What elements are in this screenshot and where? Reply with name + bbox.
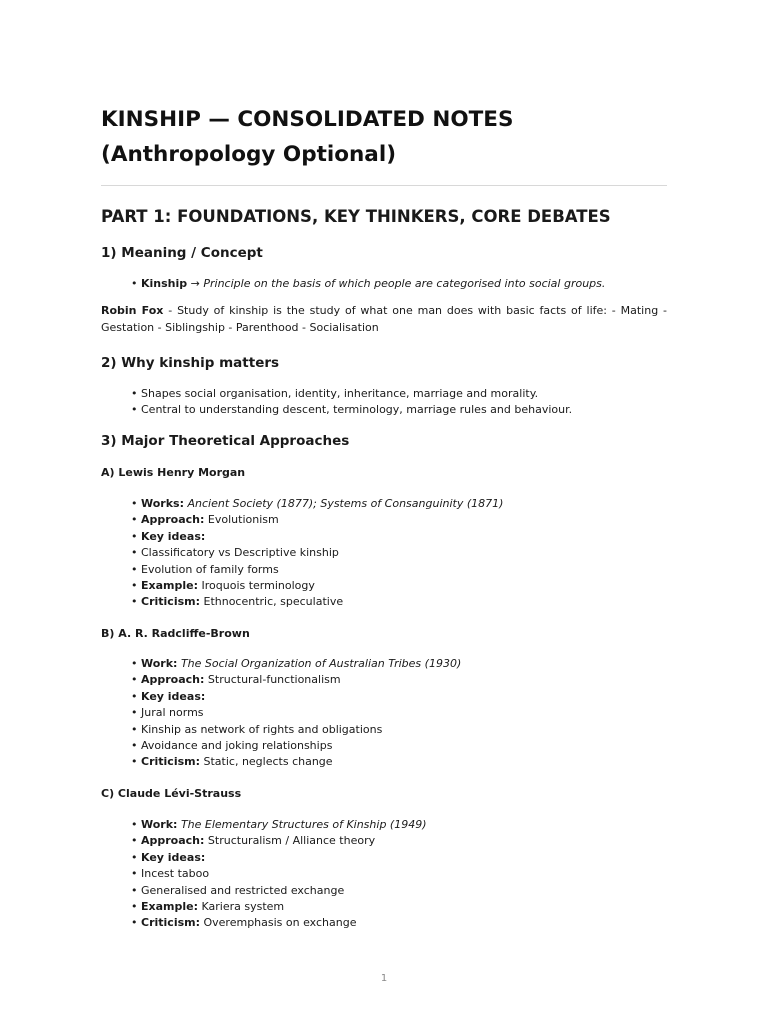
list-item: • Works: Ancient Society (1877); Systems of Consanguinity (1871) — [131, 497, 504, 510]
morgan-heading: A) Lewis Henry Morgan — [101, 466, 246, 479]
levi-strauss-heading: C) Claude Lévi-Strauss — [101, 787, 242, 800]
item-label: Criticism: — [141, 916, 200, 930]
list-item: • Example: Iroquois terminology — [131, 579, 315, 593]
list-item: • Criticism: Overemphasis on exchange — [131, 916, 357, 930]
item-value: Static, neglects change — [203, 755, 333, 769]
list-item: • Criticism: Ethnocentric, speculative — [131, 595, 344, 609]
title-line-1: KINSHIP — CONSOLIDATED NOTES — [101, 107, 514, 132]
list-item: • Kinship → Principle on the basis of which people are categorised into social groups. — [131, 277, 606, 290]
list-item: • Criticism: Static, neglects change — [131, 755, 333, 769]
radcliffe-brown-heading: B) A. R. Radcliffe-Brown — [101, 627, 250, 640]
list-item: • Key ideas: — [131, 529, 206, 543]
part-heading: PART 1: FOUNDATIONS, KEY THINKERS, CORE DEBATES — [101, 207, 611, 226]
list-item: • Incest taboo — [131, 867, 210, 881]
list-item: • Example: Kariera system — [131, 900, 285, 914]
item-label: Criticism: — [141, 755, 200, 769]
list-item: • Jural norms — [131, 706, 204, 720]
item-value: The Elementary Structures of Kinship (1949) — [180, 818, 427, 831]
title-line-2: (Anthropology Optional) — [101, 142, 397, 167]
item-label: Work: — [141, 818, 178, 831]
section-1-heading: 1) Meaning / Concept — [101, 245, 263, 261]
list-item: • Central to understanding descent, terminology, marriage rules and behaviour. — [131, 403, 573, 417]
item-value: Ethnocentric, speculative — [203, 595, 344, 609]
item-value: Evolutionism — [207, 513, 279, 527]
item-value: Generalised and restricted exchange — [141, 883, 345, 897]
item-value: Ancient Society (1877); Systems of Consanguinity (1871) — [187, 497, 504, 510]
item-value: Classificatory vs Descriptive kinship — [141, 546, 339, 560]
item-label: Approach: — [141, 834, 205, 848]
section-2-list — [131, 386, 572, 419]
list-item-text: Shapes social organisation, identity, inheritance, marriage and morality. — [141, 387, 539, 400]
item-label: Work: — [141, 657, 178, 670]
item-value: Avoidance and joking relationships — [141, 739, 333, 753]
item-label: Example: — [141, 900, 198, 914]
item-label: Key ideas: — [141, 529, 206, 543]
list-item: • Shapes social organisation, identity, inheritance, marriage and morality. — [131, 387, 539, 400]
item-value: Jural norms — [141, 706, 204, 720]
list-item: • Key ideas: — [131, 850, 206, 864]
arrow-icon: → — [187, 277, 204, 290]
list-item: • Avoidance and joking relationships — [131, 739, 333, 753]
list-item: • Key ideas: — [131, 689, 206, 703]
item-value: The Social Organization of Australian Tribes (1930) — [180, 657, 462, 670]
item-label: Approach: — [141, 513, 205, 527]
item-value: Evolution of family forms — [141, 562, 279, 576]
morgan-list — [131, 496, 503, 611]
list-item: • Approach: Structural-functionalism — [131, 673, 341, 687]
item-value: Kariera system — [201, 900, 285, 914]
page-number: 1 — [380, 973, 388, 984]
item-label: Example: — [141, 579, 198, 593]
item-value: Incest taboo — [141, 867, 210, 881]
levi-strauss-list — [131, 817, 427, 932]
item-value: Structuralism / Alliance theory — [207, 834, 376, 848]
section-3-heading: 3) Major Theoretical Approaches — [101, 433, 350, 449]
list-item: • Approach: Structuralism / Alliance theory — [131, 834, 376, 848]
list-item: • Approach: Evolutionism — [131, 513, 279, 527]
para-text: - Study of kinship is the study of what one man does with basic facts of life: - Mating - Gestation - Siblingship - Parenthood - Socialisation — [101, 304, 667, 334]
list-item-text: Central to understanding descent, terminology, marriage rules and behaviour. — [141, 403, 573, 417]
list-item: • Classificatory vs Descriptive kinship — [131, 546, 339, 560]
section-2-heading: 2) Why kinship matters — [101, 355, 280, 371]
item-label: Criticism: — [141, 595, 200, 609]
item-label: Approach: — [141, 673, 205, 687]
title-divider — [101, 185, 667, 186]
para-lead: Robin Fox — [101, 304, 164, 317]
robin-fox-paragraph — [101, 302, 667, 336]
item-text: Principle on the basis of which people are categorised into social groups. — [203, 277, 606, 290]
document-title — [101, 102, 513, 172]
list-item: • Kinship as network of rights and obligations — [131, 722, 383, 736]
item-label: Kinship — [141, 277, 188, 290]
radcliffe-brown-list — [131, 656, 461, 771]
item-label: Works: — [141, 497, 184, 510]
section-1-list — [131, 276, 605, 292]
list-item: • Evolution of family forms — [131, 562, 279, 576]
item-value: Overemphasis on exchange — [203, 916, 357, 930]
item-value: Iroquois terminology — [201, 579, 315, 593]
list-item: • Work: The Social Organization of Australian Tribes (1930) — [131, 657, 462, 670]
item-label: Key ideas: — [141, 689, 206, 703]
list-item: • Work: The Elementary Structures of Kinship (1949) — [131, 818, 427, 831]
list-item: • Generalised and restricted exchange — [131, 883, 345, 897]
item-value: Kinship as network of rights and obligations — [141, 722, 383, 736]
item-value: Structural-functionalism — [207, 673, 341, 687]
item-label: Key ideas: — [141, 850, 206, 864]
